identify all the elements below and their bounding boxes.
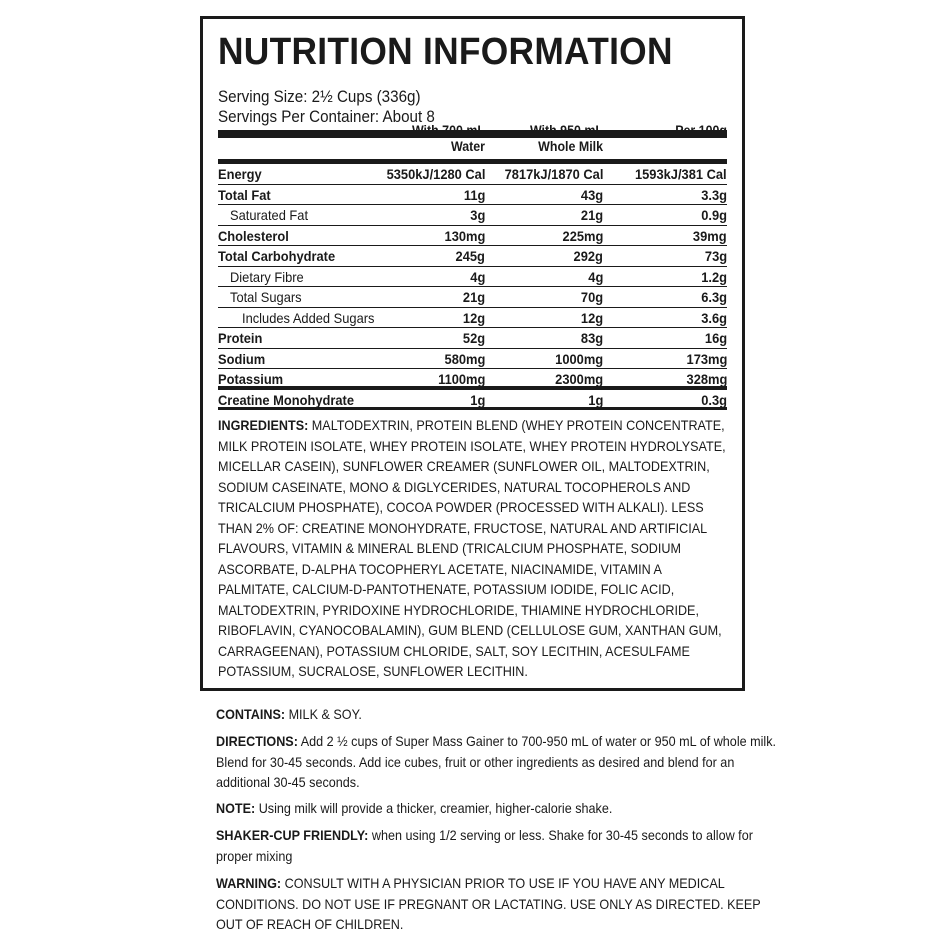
column-header-per100g: Per 100g: [675, 123, 727, 138]
contains-label: CONTAINS:: [216, 706, 286, 722]
nutrient-row: [218, 349, 727, 370]
nutrient-name: Total Carbohydrate: [218, 248, 336, 264]
nutrient-row: [218, 205, 727, 226]
nutrient-value-water: 130mg: [444, 227, 485, 244]
nutrient-value-water: 245g: [455, 248, 485, 264]
nutrient-value-milk: 292g: [573, 248, 603, 264]
nutrient-row: [218, 185, 727, 206]
column-header-water-line2: Water: [450, 139, 485, 154]
nutrient-name: Includes Added Sugars: [242, 309, 375, 326]
nutrient-value-water: 11g: [463, 186, 485, 203]
nutrient-value-milk: 12g: [580, 309, 603, 326]
nutrient-table: [218, 164, 727, 410]
nutrient-row: [218, 164, 727, 185]
directions-text: Add 2 ½ cups of Super Mass Gainer to 700-950 mL of water or 950 mL of whole milk. Blend for 30-45 seconds. Add ice cubes, fruit or other ingredients as desired and blend for an additional 30-45 seconds.: [216, 733, 777, 790]
nutrient-value-water: 3g: [469, 207, 485, 223]
note-text: Using milk will provide a thicker, creamier, higher-calorie shake.: [258, 800, 613, 816]
contains-statement: [216, 704, 781, 725]
nutrient-value-per100g: 16g: [704, 330, 727, 346]
nutrient-row: [218, 390, 727, 411]
nutrient-value-per100g: 0.9g: [701, 207, 727, 223]
directions-statement: [216, 731, 781, 793]
ingredients-label: INGREDIENTS:: [218, 417, 309, 433]
nutrient-value-water: 21g: [462, 289, 485, 305]
nutrient-value-milk: 2300mg: [555, 371, 603, 387]
nutrient-value-milk: 7817kJ/1870 Cal: [504, 166, 603, 182]
nutrient-value-milk: 4g: [587, 268, 603, 285]
directions-label: DIRECTIONS:: [216, 733, 298, 749]
nutrient-value-per100g: 73g: [704, 248, 727, 264]
nutrition-panel: [200, 16, 745, 691]
shaker-text: when using 1/2 serving or less. Shake for 30-45 seconds to allow for proper mixing: [216, 827, 753, 864]
nutrient-value-milk: 1g: [587, 391, 603, 408]
nutrient-row: [218, 287, 727, 308]
nutrient-value-milk: 225mg: [562, 227, 603, 244]
nutrient-row: [218, 369, 727, 390]
column-header-water: [375, 123, 485, 155]
nutrient-row: [218, 267, 727, 288]
contains-text: MILK & SOY.: [288, 706, 362, 722]
nutrient-value-per100g: 39mg: [693, 227, 727, 244]
nutrient-value-milk: 43g: [580, 186, 603, 203]
nutrient-value-water: 4g: [469, 268, 485, 285]
warning-label: WARNING:: [216, 875, 282, 891]
column-header-milk-line1: With 950 mL: [529, 123, 603, 138]
nutrient-value-milk: 21g: [580, 207, 603, 223]
panel-title: NUTRITION INFORMATION: [218, 31, 673, 73]
note-label: NOTE:: [216, 800, 256, 816]
nutrient-value-per100g: 3.3g: [701, 186, 727, 203]
nutrient-value-milk: 70g: [580, 289, 603, 305]
nutrient-value-water: 12g: [462, 309, 485, 326]
nutrient-name: Total Sugars: [230, 289, 302, 305]
ingredients-text: MALTODEXTRIN, PROTEIN BLEND (WHEY PROTEIN CONCENTRATE, MILK PROTEIN ISOLATE, WHEY PROTEIN ISOLATE, WHEY PROTEIN HYDROLYSATE, MICELLAR CASEIN), SUNFLOWER CREAMER (SUNFLOWER OIL, MALTODEXTRIN, SODIUM CASEINATE, MONO & DIGLYCERIDES, NATURAL TOCOPHEROLS AND TRICALCIUM PHOSPHATE), COCOA POWDER (PROCESSED WITH ALKALI). LESS THAN 2% OF: CREATINE MONOHYDRATE, FRUCTOSE, NATURAL AND ARTIFICIAL FLAVOURS, VITAMIN & MINERAL BLEND (TRICALCIUM PHOSPHATE, SODIUM ASCORBATE, D-ALPHA TOCOPHERYL ACETATE, NIACINAMIDE, VITAMIN A PALMITATE, CALCIUM-D-PANTOTHENATE, POTASSIUM IODIDE, FOLIC ACID, MALTODEXTRIN, PYRIDOXINE HYDROCHLORIDE, THIAMINE HYDROCHLORIDE, RIBOFLAVIN, CYANOCOBALAMIN), GUM BLEND (CELLULOSE GUM, XANTHAN GUM, CARRAGEENAN), POTASSIUM CHLORIDE, SALT, SOY LECITHIN, ACESULFAME POTASSIUM, SUCRALOSE, SUNFLOWER LECITHIN.: [218, 417, 726, 679]
nutrient-value-per100g: 6.3g: [701, 289, 727, 305]
servings-per-container: Servings Per Container: About 8: [218, 108, 435, 126]
nutrient-row: [218, 328, 727, 349]
nutrient-name: Cholesterol: [218, 227, 289, 244]
nutrient-value-water: 1g: [469, 391, 485, 408]
nutrient-name: Energy: [218, 166, 262, 182]
nutrient-value-per100g: 3.6g: [701, 309, 727, 326]
nutrient-name: Potassium: [218, 371, 284, 387]
nutrient-value-water: 580mg: [444, 350, 485, 367]
nutrient-name: Dietary Fibre: [230, 268, 304, 285]
nutrient-row: [218, 246, 727, 267]
nutrient-value-water: 5350kJ/1280 Cal: [386, 166, 485, 182]
ingredients-block: [218, 415, 730, 682]
column-header-milk: [493, 123, 603, 155]
nutrient-value-water: 1100mg: [437, 371, 485, 387]
nutrient-value-per100g: 173mg: [686, 350, 727, 367]
column-header-milk-line2: Whole Milk: [538, 139, 603, 154]
nutrient-value-per100g: 1593kJ/381 Cal: [635, 166, 727, 182]
nutrient-value-per100g: 1.2g: [701, 268, 727, 285]
nutrient-value-water: 52g: [462, 330, 485, 346]
warning-text: CONSULT WITH A PHYSICIAN PRIOR TO USE IF YOU HAVE ANY MEDICAL CONDITIONS. DO NOT USE IF PREGNANT OR LACTATING. USE ONLY AS DIRECTED. KEEP OUT OF REACH OF CHILDREN.: [216, 875, 761, 932]
warning-statement: [216, 873, 781, 935]
nutrient-value-per100g: 328mg: [686, 371, 727, 387]
nutrient-row: [218, 226, 727, 247]
nutrient-name: Sodium: [218, 350, 266, 367]
shaker-label: SHAKER-CUP FRIENDLY:: [216, 827, 369, 843]
nutrient-row: [218, 308, 727, 329]
shaker-statement: [216, 825, 781, 866]
column-header-water-line1: With 700 mL: [411, 123, 485, 138]
nutrient-value-per100g: 0.3g: [701, 391, 727, 408]
nutrient-name: Creatine Monohydrate: [218, 391, 354, 408]
nutrient-value-milk: 1000mg: [555, 350, 603, 367]
nutrient-name: Saturated Fat: [230, 207, 309, 223]
nutrient-name: Total Fat: [218, 186, 271, 203]
serving-size: Serving Size: 2½ Cups (336g): [218, 88, 421, 106]
nutrient-name: Protein: [218, 330, 263, 346]
note-statement: [216, 798, 781, 819]
nutrient-value-milk: 83g: [580, 330, 603, 346]
